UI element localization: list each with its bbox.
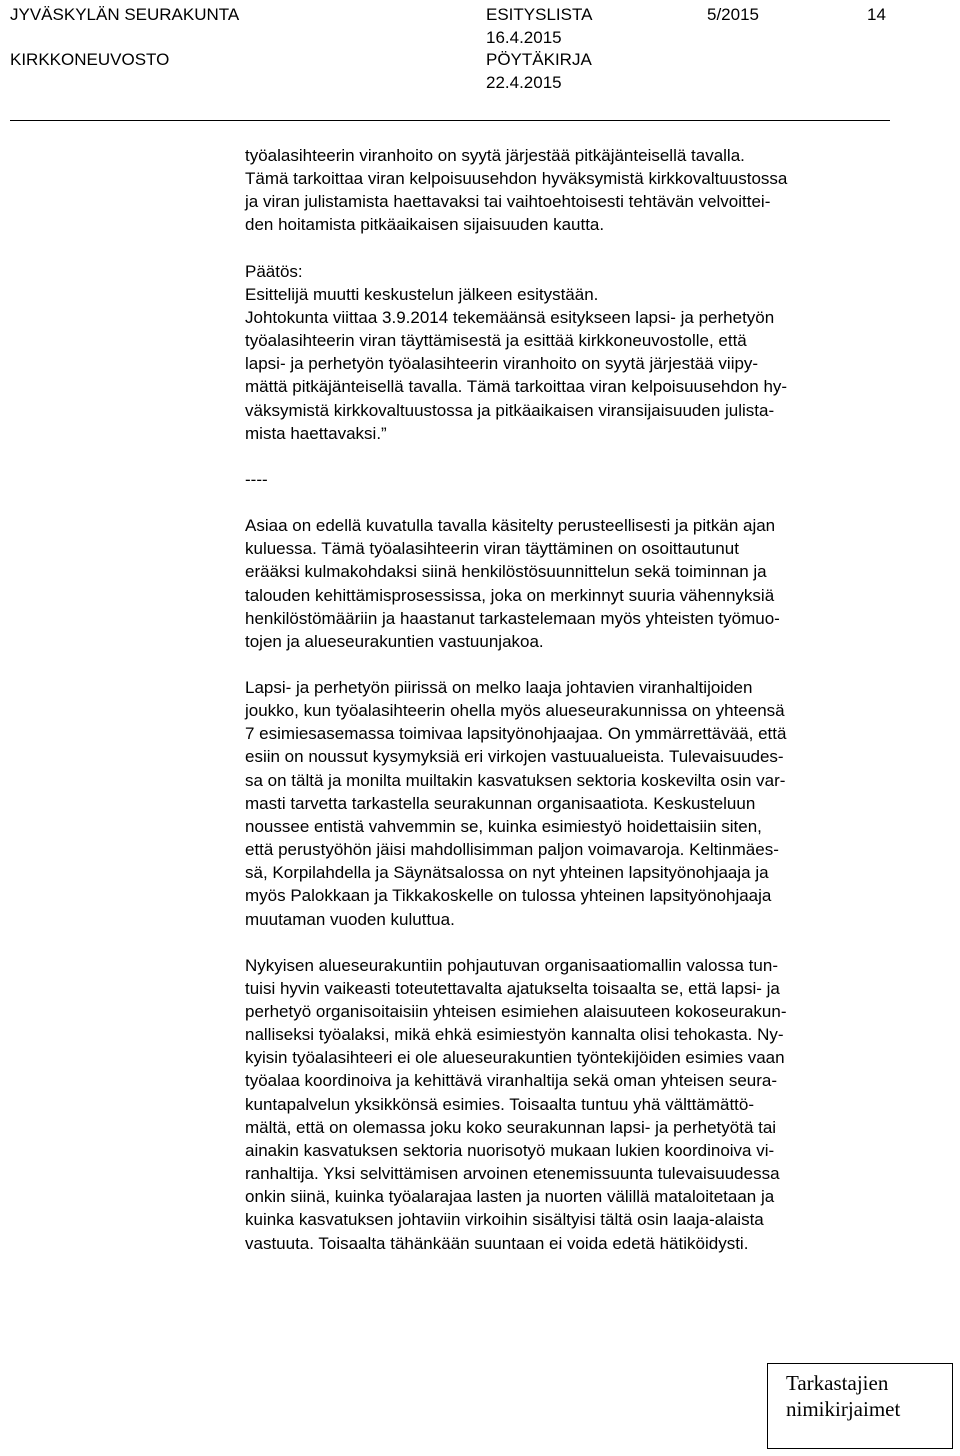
paragraph-handling: Asiaa on edellä kuvatulla tavalla käsitelty perusteellisesti ja pitkän ajan kuluessa. Tämä työalasihteerin viran täyttäminen on osoittautunut erääksi kulmakohdaksi siinä henkilöstösuunnittelun sekä toiminnan ja talouden kehittämisprosessissa, joka on merkinnyt suuria vähennyksiä henkilöstömääriin ja haastanut tarkastelemaan myös yhteisten työmuo- tojen ja alueseurakuntien vastuunjakoa. <box>245 516 780 651</box>
paragraph-board-proposal: Johtokunta viittaa 3.9.2014 tekemäänsä esitykseen lapsi- ja perhetyön työalasihteerin viran täyttämisestä ja esittää kirkkoneuvostolle, että lapsi- ja perhetyön työalasihteerin viranhoito on syytä järjestää viipy- mättä pitkäjänteisellä tavalla. Tämä tarkoittaa viran kelpoisuusehdon hy- väksymistä kirkkovaltuustossa ja pitkäaikaisen viransijaisuuden julista- mista haettavaksi.” <box>245 307 788 443</box>
decision-label: Päätös: <box>245 261 303 281</box>
initials-box: Tarkastajien nimikirjaimet <box>767 1363 953 1449</box>
separator-dashes: ---- <box>245 469 268 489</box>
header-date-minutes: 22.4.2015 <box>486 73 562 92</box>
header-page-number: 14 <box>867 5 886 24</box>
header-doc-type-agenda: ESITYSLISTA <box>486 5 593 24</box>
header-rule <box>10 120 890 121</box>
header-body: KIRKKONEUVOSTO <box>10 50 170 69</box>
document-body <box>245 144 885 1255</box>
paragraph-organisation: Nykyisen alueseurakuntiin pohjautuvan organisaatiomallin valossa tun- tuisi hyvin vaikeasti toteutettavalta ajatukselta toisaalta se, että lapsi- ja perhetyö organisoitaisiin yhteisen esimiehen alaisuuteen kokoseurakun- nalliseksi työalaksi, mikä ehkä esimiestyön kannalta olisi tehokasta. Ny- kyisin työalasihteeri ei ole alueseurakuntien työntekijöiden esimies vaan työalaa koordinoiva ja kehittävä viranhaltija sekä oman yhteisen seura- kuntapalvelun yksikkönsä esimies. Toisaalta tuntuu yhä välttämättö- mältä, että on olemassa joku koko seurakunnan lapsi- ja perhetyötä tai ainakin kasvatuksen sektoria nuorisotyö mukaan lukien koordinoiva vi- ranhaltija. Yksi selvittämisen arvoinen etenemissuunta tulevaisuudessa onkin siinä, kuinka työalarajaa lasten ja nuorten välillä mataloitetaan ja kuinka kasvatuksen johtaviin virkoihin sisältyisi tältä osin laaja-alaista vastuuta. Toisaalta tähänkään suuntaan ei voida edetä hätiköidysti. <box>245 955 787 1253</box>
header-date-agenda: 16.4.2015 <box>486 28 562 47</box>
header-org: JYVÄSKYLÄN SEURAKUNTA <box>10 5 240 24</box>
header-doc-type-minutes: PÖYTÄKIRJA <box>486 50 592 69</box>
paragraph-intro: työalasihteerin viranhoito on syytä järjestää pitkäjänteisellä tavalla. Tämä tarkoittaa viran kelpoisuusehdon hyväksymistä kirkkovaltuustossa ja viran julistamista haettavaksi tai vaihtoehtoisesti tehtävän velvoittei- den hoitamista pitkäaikaisen sijaisuuden kautta. <box>245 146 788 235</box>
decision-text: Esittelijä muutti keskustelun jälkeen esitystään. <box>245 284 599 304</box>
paragraph-leadership: Lapsi- ja perhetyön piirissä on melko laaja johtavien viranhaltijoiden joukko, kun työalasihteerin ohella myös alueseurakunnissa on yhteensä 7 esimiesasemassa toimivaa lapsityönohjaajaa. On ymmärrettävää, että esiin on noussut kysymyksiä eri virkojen vastuualueista. Tulevaisuudes- sa on tältä ja monilta muiltakin kasvatuksen sektoria koskevilta osin var- masti tarvetta tarkastella seurakunnan organisaatiota. Keskusteluun noussee entistä vahvemmin se, kuinka esimiestyö hoidettaisiin siten, että perustyöhön jäisi mahdollisimman paljon voimavaroja. Keltinmäes- sä, Korpilahdella ja Säynätsalossa on nyt yhteinen lapsityönohjaaja ja myös Palokkaan ja Tikkakoskelle on tulossa yhteinen lapsityönohjaaja muutaman vuoden kuluttua. <box>245 677 787 929</box>
header-meeting-number: 5/2015 <box>707 5 759 24</box>
